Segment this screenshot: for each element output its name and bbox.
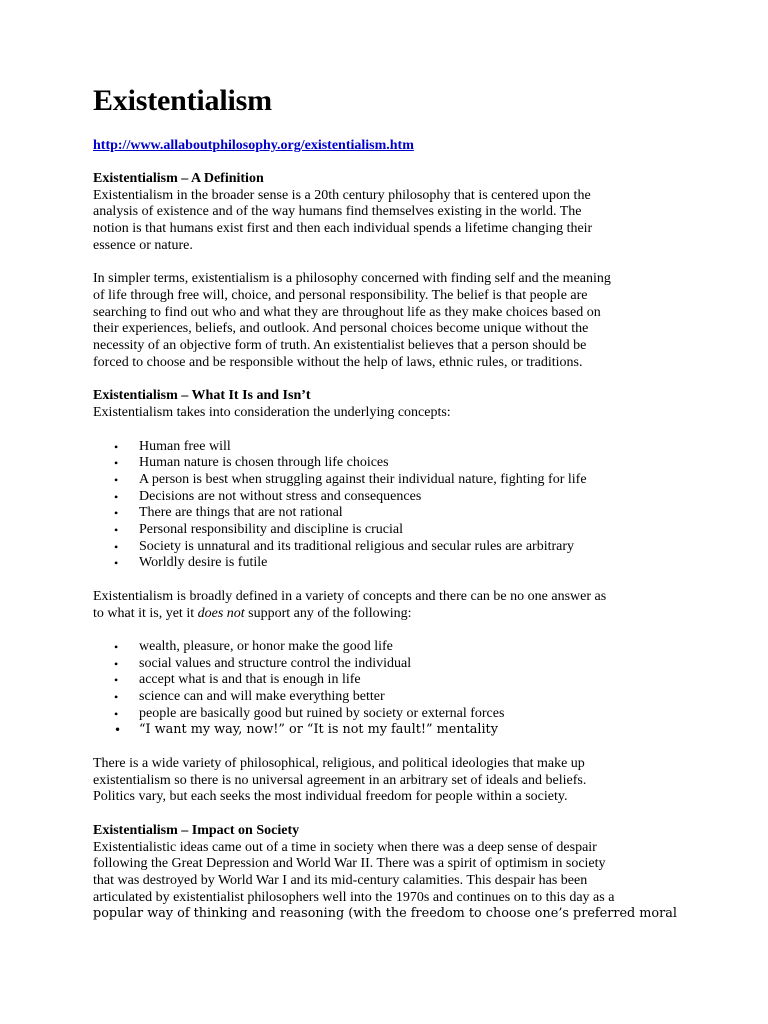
text-line: notion is that humans exist first and then each individual spends a lifetime changing their [93,221,593,237]
concepts-list [93,439,683,573]
text-line: searching to find out who and what they are throughout life as they make choices based on [93,304,601,320]
text-line: Existentialism is broadly defined in a variety of concepts and there can be no one answer as [93,588,607,604]
list-item: • Decisions are not without stress and consequences [93,489,683,506]
section-heading-what-it-is: Existentialism – What It Is and Isn’t [93,388,311,404]
list-item: • “I want my way, now!” or “It is not my fault!” mentality [93,722,683,739]
list-item: • wealth, pleasure, or honor make the good life [93,639,683,656]
list-item: • social values and structure control the individual [93,656,683,673]
text-line: their experiences, beliefs, and outlook. And personal choices become unique without the [93,321,589,337]
text-line: Existentialistic ideas came out of a time in society when there was a deep sense of despair [93,839,597,855]
not-supported-list [93,639,683,739]
text-line: articulated by existentialist philosophers well into the 1970s and continues on to this day as a [93,889,615,905]
definition-paragraph-2 [93,271,683,371]
section-heading-definition: Existentialism – A Definition [93,171,264,186]
list-item: • A person is best when struggling against their individual nature, fighting for life [93,472,683,489]
list-item: • Society is unnatural and its traditional religious and secular rules are arbitrary [93,539,683,556]
text-line: necessity of an objective form of truth. An existentialist believes that a person should be [93,338,587,354]
text-line: analysis of existence and of the way humans find themselves existing in the world. The [93,204,582,220]
text-line: In simpler terms, existentialism is a philosophy concerned with finding self and the meaning [93,271,611,287]
list-item: • There are things that are not rational [93,505,683,522]
document-page [93,82,683,923]
text-line: popular way of thinking and reasoning (with the freedom to choose one’s preferred moral [93,906,677,922]
list-item: • science can and will make everything better [93,689,683,706]
list-item: • people are basically good but ruined by society or external forces [93,706,683,723]
definition-paragraph-1 [93,188,683,255]
text-line: following the Great Depression and World War II. There was a spirit of optimism in society [93,856,606,872]
impact-paragraph [93,840,683,924]
page-title: Existentialism [93,84,272,117]
list-item: • Human free will [93,439,683,456]
text-line: Existentialism in the broader sense is a 20th century philosophy that is centered upon the [93,187,591,203]
text-line: that was destroyed by World War I and its mid-century calamities. This despair has been [93,873,588,889]
ideologies-paragraph [93,756,683,806]
emphasis-text: does not [197,605,245,621]
text-line: Politics vary, but each seeks the most individual freedom for people within a society. [93,789,568,805]
text-fragment: support any of the following: [244,605,412,621]
text-line: existentialism so there is no universal agreement in an arbitrary set of ideals and beliefs. [93,772,587,788]
what-it-is-intro: Existentialism takes into consideration the underlying concepts: [93,405,451,421]
list-item: • Human nature is chosen through life choices [93,455,683,472]
text-line: essence or nature. [93,237,193,253]
source-link[interactable]: http://www.allaboutphilosophy.org/existentialism.htm [93,138,414,153]
definition-variety-paragraph [93,589,683,622]
section-heading-impact: Existentialism – Impact on Society [93,822,300,838]
list-item: • Worldly desire is futile [93,555,683,572]
text-line: There is a wide variety of philosophical, religious, and political ideologies that make up [93,755,585,771]
text-line: of life through free will, choice, and personal responsibility. The belief is that people are [93,287,588,303]
list-item: • Personal responsibility and discipline is crucial [93,522,683,539]
text-fragment: to what it is, yet it [93,605,198,621]
text-line: forced to choose and be responsible without the help of laws, ethnic rules, or traditions. [93,354,583,370]
list-item: • accept what is and that is enough in life [93,672,683,689]
